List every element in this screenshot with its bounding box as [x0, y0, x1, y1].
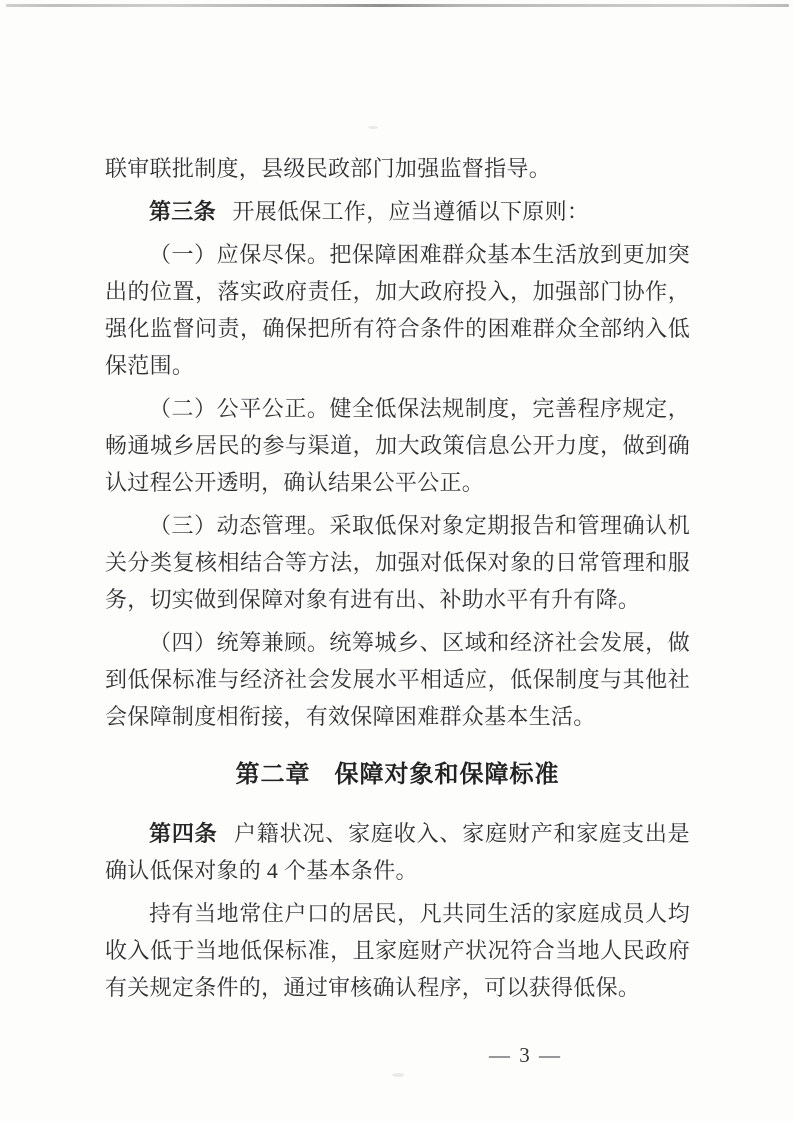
- continuation-paragraph-line: 联审联批制度，县级民政部门加强监督指导。: [105, 156, 552, 181]
- article-4-number-label: 第四条: [149, 821, 218, 846]
- article-4-second-paragraph: 持有当地常住户口的居民，凡共同生活的家庭成员人均收入低于当地低保标准，且家庭财产状况符合当地人民政府有关规定条件的，通过审核确认程序，可以获得低保。: [105, 901, 690, 1000]
- chapter-2-title: 保障对象和保障标准: [334, 761, 560, 788]
- chapter-2-number-label: 第二章: [235, 761, 311, 788]
- principle-item-2: （二）公平公正。健全低保法规制度，完善程序规定，畅通城乡居民的参与渠道，加大政策信息公开力度，做到确认过程公开透明，确认结果公平公正。: [105, 396, 690, 495]
- article-4-text: 户籍状况、家庭收入、家庭财产和家庭支出是确认低保对象的 4 个基本条件。: [105, 821, 690, 883]
- principle-item-3: （三）动态管理。采取低保对象定期报告和管理确认机关分类复核相结合等方法，加强对低保对象的日常管理和服务，切实做到保障对象有进有出、补助水平有升有降。: [105, 513, 690, 612]
- article-4-paragraph: [105, 815, 690, 889]
- principle-item-4: （四）统筹兼顾。统筹城乡、区域和经济社会发展，做到低保标准与经济社会发展水平相适应，低保制度与其他社会保障制度相衔接，有效保障困难群众基本生活。: [105, 630, 690, 729]
- article-3-number-label: 第三条: [149, 199, 216, 224]
- article-3-text: 开展低保工作，应当遵循以下原则：: [232, 199, 590, 224]
- article-3-paragraph: [105, 193, 690, 230]
- scan-smudge: [368, 126, 378, 129]
- scan-edge-artifact: [6, 4, 789, 7]
- chapter-2-heading: [105, 756, 690, 794]
- page-number: — 3 —: [489, 1043, 562, 1067]
- scan-smudge: [392, 1073, 404, 1077]
- principle-item-1: （一）应保尽保。把保障困难群众基本生活放到更加突出的位置，落实政府责任，加大政府投入，加强部门协作，强化监督问责，确保把所有符合条件的困难群众全部纳入低保范围。: [105, 242, 690, 378]
